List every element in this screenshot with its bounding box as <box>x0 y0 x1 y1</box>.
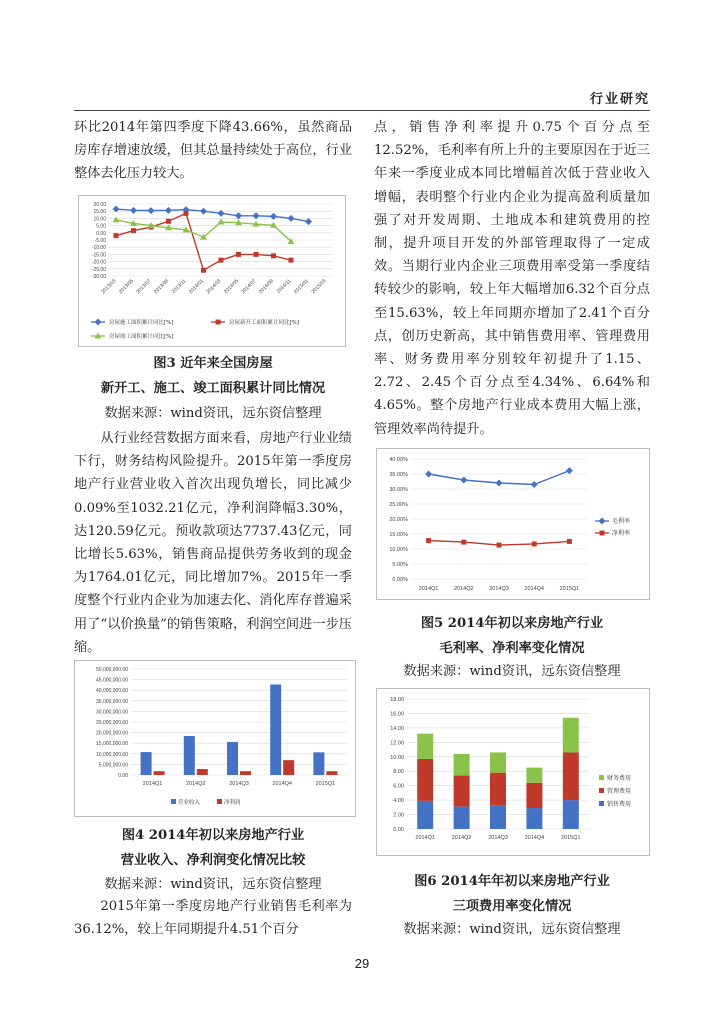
fig6-svg <box>377 689 649 855</box>
fig6-bar-segment <box>526 783 542 808</box>
fig3-ytick: 10.00 <box>93 216 106 223</box>
fig3-xtick: 2015/01 <box>292 278 310 296</box>
fig5-ytick: 40.00% <box>389 457 408 463</box>
fig6-bar-segment <box>563 800 579 829</box>
fig3-point <box>165 207 172 214</box>
fig5-xtick: 2014Q2 <box>454 586 474 592</box>
fig4-xtick: 2014Q3 <box>229 781 249 787</box>
figure-6-caption-1: 图6 2014年年初以来房地产行业 <box>414 874 610 889</box>
fig6-bar-segment <box>417 801 433 829</box>
fig5-legend-marker <box>599 518 606 525</box>
fig6-bar-segment <box>563 718 579 753</box>
fig5-point <box>497 543 502 548</box>
fig4-bar <box>326 771 337 775</box>
fig3-ytick: 20.00 <box>93 202 106 208</box>
fig3-point <box>305 218 312 225</box>
fig3-ytick: -5.00 <box>94 238 106 244</box>
fig6-ytick: 18.00 <box>390 697 404 703</box>
fig5-legend-label: 毛利率 <box>612 518 631 525</box>
fig3-xtick: 2014/09 <box>257 278 275 296</box>
fig5-xtick: 2014Q3 <box>489 586 509 592</box>
fig6-xtick: 2014Q1 <box>415 835 435 841</box>
fig6-ytick: 8.00 <box>393 769 404 776</box>
fig6-xtick: 2014Q4 <box>524 835 545 841</box>
fig4-ytick: 40,000,000.00 <box>96 688 128 695</box>
fig3-legend-marker <box>95 319 102 326</box>
fig5-point <box>531 481 538 488</box>
fig5-point <box>496 480 503 487</box>
fig6-bar-segment <box>526 768 542 783</box>
fig5-ytick: 30.00% <box>389 487 408 493</box>
fig6-bar-segment <box>490 752 506 772</box>
fig3-xtick: 2014/11 <box>275 278 293 295</box>
fig5-svg <box>377 449 649 599</box>
figure-4-caption-1: 图4 2014年初以来房地产行业 <box>121 828 305 843</box>
fig5-ytick: 35.00% <box>389 472 408 478</box>
fig6-legend-label: 销售费用 <box>607 801 632 808</box>
fig4-ytick: 20,000,000.00 <box>96 730 128 737</box>
fig3-legend-label: 房屋竣工面积累计同比[%] <box>109 334 174 340</box>
fig5-xtick: 2014Q4 <box>524 586 544 592</box>
fig3-xtick: 2014/01 <box>187 278 205 296</box>
fig6-ytick: 10.00 <box>390 754 404 761</box>
fig3-xtick: 2013/11 <box>170 278 188 295</box>
left-para-1: 环比2014年第四季度下降43.66%，虽然商品房库存增速放缓，但其总量持续处于高位，行业整体去化压力较大。 <box>74 120 352 182</box>
fig6-bar-segment <box>454 754 470 776</box>
fig4-bar <box>141 752 152 775</box>
fig3-legend-marker <box>216 320 221 325</box>
fig4-ytick: 25,000,000.00 <box>96 720 128 726</box>
fig3-ytick: -25.00 <box>91 266 106 273</box>
fig6-legend-swatch <box>599 801 604 806</box>
header-title: 行业研究 <box>589 92 650 107</box>
fig4-bar <box>227 742 238 775</box>
fig4-ytick: 50,000,000.00 <box>96 667 128 673</box>
figure-6-chart <box>376 688 650 856</box>
figure-3-caption-1: 图3 近年来全国房屋 <box>153 356 273 371</box>
fig3-legend-label: 房屋施工面积累计同比[%] <box>109 320 174 326</box>
fig3-point <box>270 213 277 220</box>
fig4-ytick: 10,000,000.00 <box>96 751 128 758</box>
fig6-legend-label: 管理费用 <box>607 788 632 795</box>
fig3-xtick: 2014/05 <box>222 278 240 296</box>
fig5-ytick: 20.00% <box>389 517 408 523</box>
fig6-ytick: 4.00 <box>393 798 404 805</box>
fig6-bar-segment <box>454 776 470 807</box>
fig6-bar-segment <box>526 808 542 829</box>
fig3-point <box>131 228 136 233</box>
fig5-ytick: 15.00% <box>389 532 408 538</box>
fig4-bar <box>240 771 251 775</box>
fig3-xtick: 2013/05 <box>117 278 135 296</box>
fig6-bar-segment <box>454 807 470 829</box>
fig3-ytick: -15.00 <box>91 252 106 259</box>
fig4-legend-swatch <box>217 799 222 804</box>
fig3-legend-label: 房屋新开工面积累计同比[%] <box>229 320 300 326</box>
figure-4-chart <box>74 660 356 817</box>
fig6-bar-segment <box>417 759 433 801</box>
fig3-ytick: 5.00 <box>96 223 106 230</box>
fig5-xtick: 2015Q1 <box>559 586 580 592</box>
page-number: 29 <box>354 956 370 971</box>
fig6-ytick: 0.00 <box>393 827 404 833</box>
fig6-legend-swatch <box>599 775 604 780</box>
fig3-ytick: -20.00 <box>91 259 106 266</box>
fig4-bar <box>283 760 294 775</box>
fig4-legend-label: 净利润 <box>224 800 241 806</box>
fig5-xtick: 2014Q1 <box>418 586 439 592</box>
fig6-xtick: 2014Q2 <box>451 835 472 841</box>
fig4-xtick: 2014Q4 <box>272 781 292 787</box>
fig4-bar <box>197 769 208 775</box>
fig5-point <box>425 471 432 478</box>
right-para-1: 点，销售净利率提升0.75个百分点至12.52%，毛利率有所上升的主要原因在于近三年来一季度业成本同比增幅首次低于营业收入增幅，表明整个行业内企业为提高盈利质量加强了对开发周期、土地成本和建筑费用的控制，提升项目开发的外部管理取得了一定成效。当期行业内企业三项费用率受第一季度结转较少的影响，较上年大幅增加6.32个百分点至15.63%，较上年同期亦增加了2.41个百分点，创历史新高，其中销售费用率、管理费用率、财务费用率分别较年初提升了1.15、2.72、2.45个百分点至4.34%、6.64%和4.65%。整个房地产行业成本费用大幅上涨，管理效率尚待提升。 <box>374 120 650 437</box>
fig5-ytick: 5.00% <box>392 562 408 568</box>
fig6-bar-segment <box>490 805 506 829</box>
fig5-ytick: 25.00% <box>389 502 408 508</box>
fig3-point <box>130 207 137 214</box>
fig3-xtick: 2013/03 <box>100 278 118 296</box>
fig6-legend-swatch <box>599 788 604 793</box>
fig3-point <box>113 216 120 222</box>
fig5-ytick: 0.00% <box>392 577 408 583</box>
fig3-point <box>148 207 155 214</box>
left-para-3: 2015年第一季度房地产行业销售毛利率为36.12%，较上年同期提升4.51个百分 <box>74 899 352 938</box>
fig4-xtick: 2015Q1 <box>315 781 336 787</box>
fig3-point <box>219 258 224 263</box>
fig4-bar <box>313 752 324 775</box>
fig4-ytick: 15,000,000.00 <box>96 741 128 748</box>
figure-5-source: 数据来源：wind资讯，远东资信整理 <box>403 664 621 679</box>
fig3-xtick: 2014/03 <box>205 278 223 296</box>
fig3-point <box>236 252 241 257</box>
figure-6-source: 数据来源：wind资讯，远东资信整理 <box>403 922 621 937</box>
fig3-xtick: 2013/07 <box>135 278 153 296</box>
fig5-point <box>426 538 431 543</box>
fig4-ytick: 30,000,000.00 <box>96 709 128 716</box>
figure-3-caption-2: 新开工、施工、竣工面积累计同比情况 <box>100 381 326 396</box>
fig3-xtick: 2014/07 <box>240 278 258 296</box>
fig4-bar <box>154 771 165 775</box>
fig3-svg <box>79 196 345 346</box>
fig6-bar-segment <box>417 734 433 759</box>
fig3-point <box>254 252 259 257</box>
fig6-ytick: 2.00 <box>393 812 404 819</box>
figure-3-source: 数据来源：wind资讯，远东资信整理 <box>104 406 322 421</box>
fig6-xtick: 2014Q3 <box>488 835 508 841</box>
fig4-ytick: 5,000,000.00 <box>98 762 128 769</box>
fig4-xtick: 2014Q2 <box>186 781 206 787</box>
fig6-xtick: 2015Q1 <box>561 835 581 841</box>
fig4-bar <box>184 736 195 775</box>
fig6-ytick: 6.00 <box>393 783 404 790</box>
fig4-ytick: 35,000,000.00 <box>96 698 128 705</box>
figure-5-caption-2: 毛利率、净利率变化情况 <box>439 641 585 656</box>
fig4-ytick: 45,000,000.00 <box>96 677 128 684</box>
fig6-ytick: 16.00 <box>390 711 404 718</box>
fig6-bar-segment <box>563 752 579 800</box>
fig5-ytick: 10.00% <box>389 547 408 553</box>
figure-3-chart <box>78 195 346 347</box>
fig5-legend-label: 净利率 <box>612 530 631 537</box>
fig3-ytick: 15.00 <box>93 209 106 216</box>
fig3-point <box>200 208 207 215</box>
header-rule <box>74 110 650 111</box>
fig3-point <box>271 253 276 258</box>
fig5-point <box>532 541 537 546</box>
fig4-ytick: 0.00 <box>118 773 128 779</box>
fig5-point <box>566 467 573 474</box>
fig4-bar <box>270 684 281 775</box>
fig3-point <box>201 268 206 273</box>
fig4-svg <box>75 661 355 816</box>
fig4-legend-label: 营业收入 <box>178 800 201 806</box>
fig6-ytick: 12.00 <box>390 740 404 747</box>
figure-6-caption-2: 三项费用率变化情况 <box>452 899 572 914</box>
fig3-point <box>184 211 189 216</box>
fig4-legend-swatch <box>171 799 176 804</box>
fig5-point <box>567 539 572 544</box>
fig6-ytick: 14.00 <box>390 725 404 732</box>
fig5-legend-marker <box>600 531 605 536</box>
fig5-point <box>461 540 466 545</box>
fig3-point <box>288 215 295 222</box>
fig3-ytick: 0.00 <box>96 230 106 237</box>
fig4-xtick: 2014Q1 <box>142 781 163 787</box>
fig3-point <box>114 233 119 238</box>
fig3-ytick: -30.00 <box>91 274 106 280</box>
fig3-ytick: -10.00 <box>91 245 106 252</box>
figure-5-caption-1: 图5 2014年初以来房地产行业 <box>420 616 604 631</box>
fig6-legend-label: 财务费用 <box>607 775 632 782</box>
figure-4-source: 数据来源：wind资讯，远东资信整理 <box>104 877 322 892</box>
fig3-xtick: 2013/09 <box>152 278 170 296</box>
figure-5-chart <box>376 448 650 600</box>
fig3-point <box>166 219 171 224</box>
left-para-2: 从行业经营数据方面来看，房地产行业业绩下行，财务结构风险提升。2015年第一季度房地产行业营业收入首次出现负增长，同比减少0.09%至1032.21亿元，净利润降幅3.30%，达120.59亿元。预收款项达7737.43亿元，同比增长5.63%，销售商品提供劳务收到的现金为1764.01亿元，同比增加7%。2015年一季度整个行业内企业为加速去化、消化库存普遍采用了“以价换量”的销售策略，利润空间进一步压缩。 <box>74 431 352 655</box>
fig3-point <box>289 258 294 263</box>
figure-4-caption-2: 营业收入、净利润变化情况比较 <box>120 853 306 868</box>
fig6-bar-segment <box>490 773 506 806</box>
fig5-point <box>460 477 467 484</box>
fig3-xtick: 2015/03 <box>310 278 328 296</box>
